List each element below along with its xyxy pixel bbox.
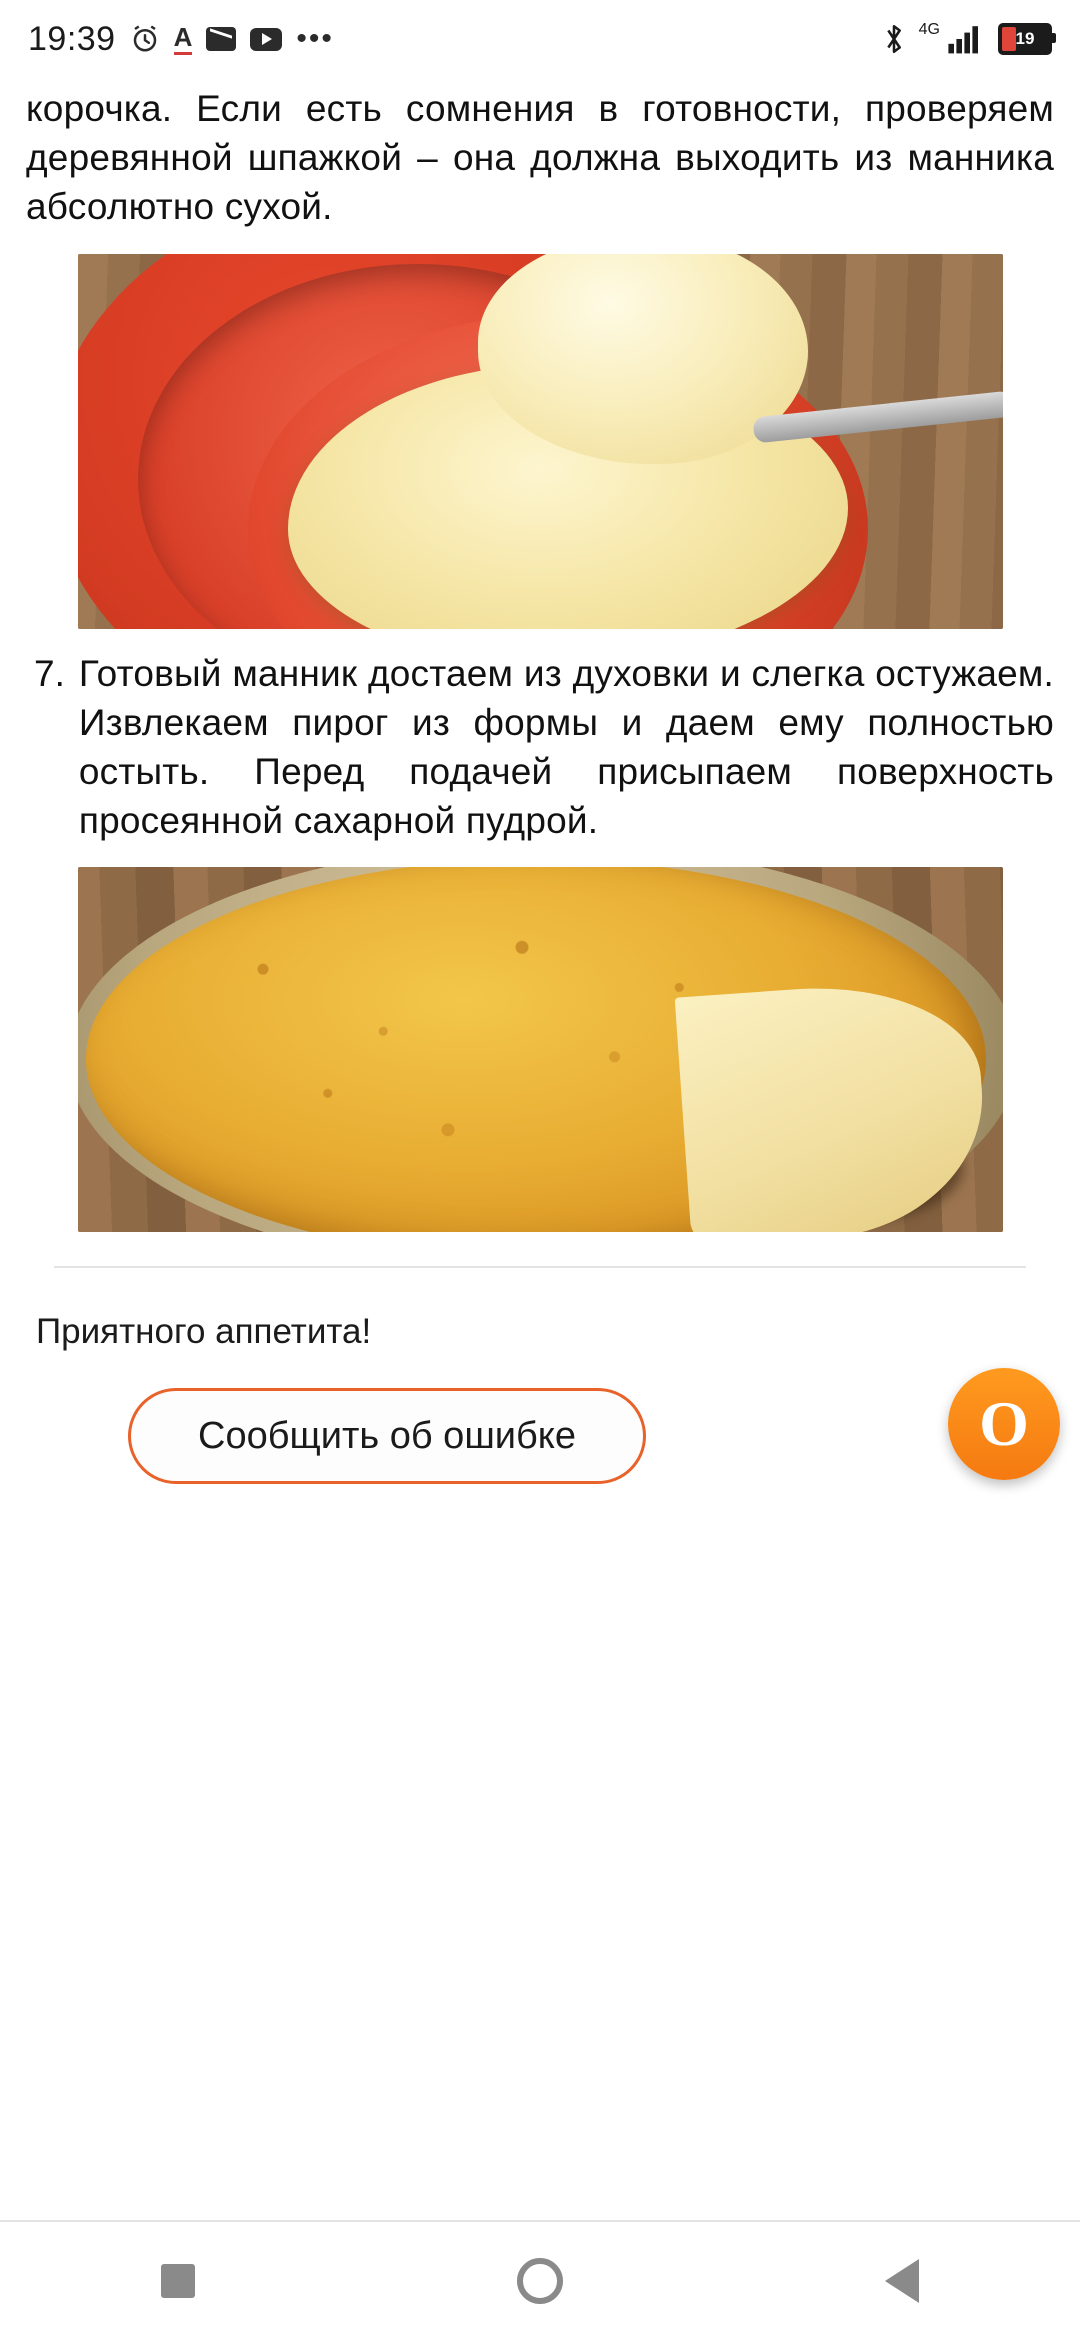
recent-apps-icon[interactable]	[161, 2264, 195, 2298]
home-icon[interactable]	[517, 2258, 563, 2304]
recipe-image-baked-cake	[78, 867, 1003, 1232]
list-item-number: 7.	[34, 652, 65, 694]
signal-icon	[946, 23, 986, 55]
report-error-button[interactable]: Сообщить об ошибке	[128, 1388, 646, 1484]
translate-a-icon: A	[174, 24, 193, 55]
report-row	[26, 1376, 1054, 1526]
article-content	[0, 78, 1080, 1526]
alarm-icon	[130, 24, 160, 54]
list-item	[26, 639, 1054, 852]
network-type-label: 4G	[918, 21, 940, 38]
youtube-icon	[250, 28, 282, 51]
more-dots-icon: •••	[296, 22, 334, 55]
status-bar	[0, 0, 1080, 78]
status-bar-right	[881, 22, 1052, 56]
mail-icon	[206, 27, 236, 51]
paragraph-top: корочка. Если есть сомнения в готовности, проверяем деревянной шпажкой – она должна выходить из манника абсолютно сухой.	[26, 88, 1054, 228]
battery-icon	[998, 23, 1052, 55]
back-icon[interactable]	[885, 2259, 919, 2303]
status-bar-left	[28, 20, 334, 59]
list-item-text: Готовый манник достаем из духовки и слегка остужаем. Извлекаем пирог из формы и даем ему полностью остыть. Перед подачей присыпаем поверхность просеянной сахарной пудрой.	[78, 652, 1054, 842]
recipe-image-batter	[78, 254, 1003, 629]
bluetooth-icon	[881, 22, 907, 56]
battery-percent-label: 19	[1015, 29, 1035, 48]
odnoklassniki-share-button[interactable]: О	[948, 1368, 1060, 1480]
system-navigation-bar	[0, 2222, 1080, 2340]
closing-text: Приятного аппетита!	[36, 1312, 372, 1352]
status-clock: 19:39	[28, 19, 116, 58]
